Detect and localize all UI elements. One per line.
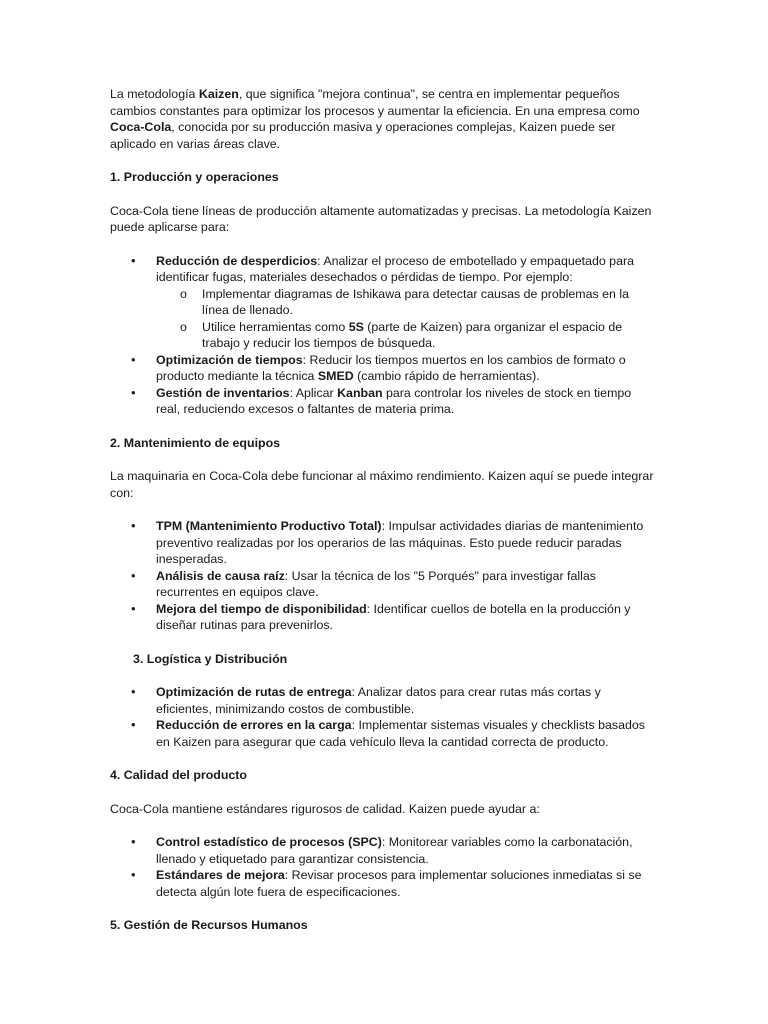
bullet-icon: • [131,684,136,699]
list-item-bold: Kanban [337,385,383,400]
list-item-text: : Identificar cuellos de botella en la producción y diseñar rutinas para prevenirlos. [156,601,631,632]
circle-bullet-icon: o [180,286,187,301]
bullet-icon: • [131,834,136,849]
section-4-list [110,834,658,900]
list-item-title: Mejora del tiempo de disponibilidad [156,601,367,616]
list-item-text: : Impulsar actividades diarias de mantenimiento preventivo realizadas por los operarios de las máquinas. Esto puede reducir paradas inesperadas. [156,519,644,566]
section-heading-5: 5. Gestión de Recursos Humanos [110,918,308,932]
circle-bullet-icon: o [180,319,187,334]
section-heading-1: 1. Producción y operaciones [110,170,279,184]
list-item-title: Gestión de inventarios [156,385,290,400]
list-item [110,717,658,750]
bullet-icon: • [131,567,136,583]
intro-paragraph [110,86,658,152]
list-item-text: para controlar los niveles de stock en tiempo real, reduciendo excesos o faltantes de materia prima. [156,385,632,416]
list-item-title: Análisis de causa raíz [156,568,285,583]
bullet-icon: • [131,384,136,400]
section-heading-2: 2. Mantenimiento de equipos [110,435,281,450]
intro-text: , que significa "mejora continua", se centra en implementar pequeños cambios constantes para optimizar los procesos y aumentar la eficiencia. En una empresa como [110,87,640,118]
list-item [110,568,658,601]
list-item-title: Reducción de errores en la carga [156,718,352,732]
list-item-text: : Reducir los tiempos muertos en los cambios de formato o producto mediante la técnica [156,352,626,383]
sub-list-item-bold: 5S [348,319,364,334]
section-3-list [110,684,658,750]
list-item [110,518,658,568]
bullet-icon: • [131,717,136,732]
bullet-icon: • [131,252,136,268]
list-item-title: Reducción de desperdicios [156,253,318,268]
list-item-bold: SMED [317,369,354,383]
sub-list-item-text: Implementar diagramas de Ishikawa para detectar causas de problemas en la línea de llenado. [202,286,630,317]
bullet-icon: • [131,600,136,616]
list-item-text: : Aplicar [289,385,338,400]
list-item-text: : Revisar procesos para implementar soluciones inmediatas si se detecta algún lote fuera de especificaciones. [156,868,642,899]
sub-list-item [156,286,658,319]
document-page [110,86,658,951]
bullet-icon: • [131,351,136,367]
list-item [110,684,658,717]
list-item-title: Optimización de tiempos [156,352,303,367]
list-item [110,352,658,385]
section-heading-4: 4. Calidad del producto [110,768,247,782]
section-1-intro: Coca-Cola tiene líneas de producción altamente automatizadas y precisas. La metodología Kaizen puede aplicarse para: [110,203,652,234]
intro-bold-kaizen: Kaizen [198,87,239,101]
section-4-intro: Coca-Cola mantiene estándares rigurosos de calidad. Kaizen puede ayudar a: [110,801,540,816]
section-2-intro: La maquinaria en Coca-Cola debe funcionar al máximo rendimiento. Kaizen aquí se puede integrar con: [110,469,654,500]
list-item-text: : Usar la técnica de los "5 Porqués" para investigar fallas recurrentes en equipos clave. [156,568,596,599]
list-item-title: TPM (Mantenimiento Productivo Total) [156,519,382,533]
bullet-icon: • [131,867,136,882]
bullet-icon: • [131,518,136,533]
list-item-text: : Implementar sistemas visuales y checklists basados en Kaizen para asegurar que cada vehículo lleva la cantidad correcta de producto. [156,718,645,749]
section-2-list [110,518,658,634]
list-item [110,385,658,418]
list-item [110,834,658,867]
sub-list-item-text: Utilice herramientas como [202,319,349,334]
section-heading-3: 3. Logística y Distribución [133,651,288,666]
intro-bold-cocacola: Coca-Cola [110,120,172,134]
list-item [110,867,658,900]
list-item-text: : Monitorear variables como la carbonatación, llenado y etiquetado para garantizar consistencia. [156,835,633,866]
list-item-title: Estándares de mejora [156,868,285,882]
list-item-text: : Analizar datos para crear rutas más cortas y eficientes, minimizando costos de combustible. [156,685,601,716]
sub-list-item [156,319,658,352]
section-1-list [110,253,658,418]
list-item-title: Control estadístico de procesos (SPC) [156,835,382,849]
list-item [110,601,658,634]
intro-text: , conocida por su producción masiva y operaciones complejas, Kaizen puede ser aplicado en varias áreas clave. [110,120,616,151]
sub-list-item-text: (parte de Kaizen) para organizar el espacio de trabajo y reducir los tiempos de búsqueda. [202,319,623,350]
list-item-text: (cambio rápido de herramientas). [353,369,540,383]
intro-text: La metodología [110,87,199,101]
list-item-text: : Analizar el proceso de embotellado y empaquetado para identificar fugas, materiales desechados o pérdidas de tiempo. Por ejemplo: [156,253,634,284]
sub-list [156,286,658,352]
list-item-title: Optimización de rutas de entrega [156,685,352,699]
list-item [110,253,658,352]
